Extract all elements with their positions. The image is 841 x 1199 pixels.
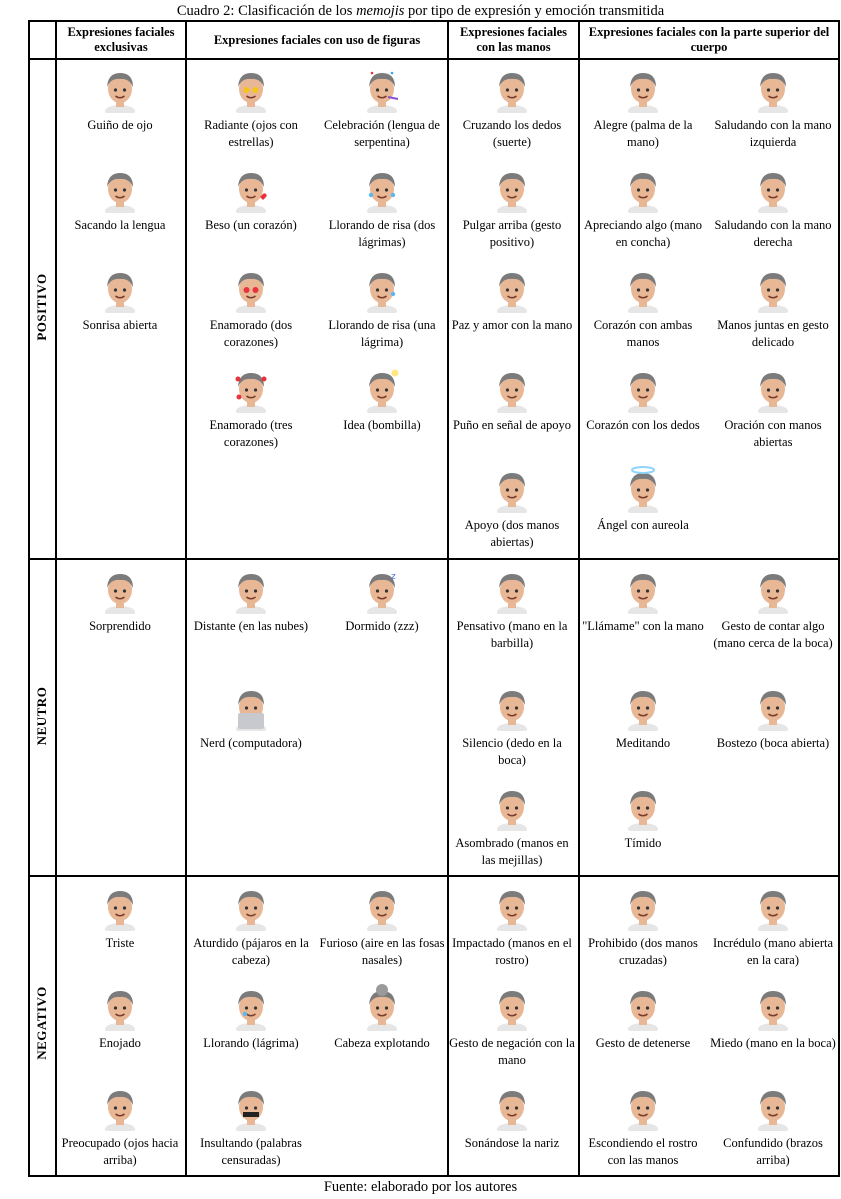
emoji-item [447, 465, 577, 551]
whisper-memoji-icon [749, 566, 797, 614]
emoji-item [447, 683, 577, 769]
emoji-item [578, 265, 708, 351]
fist-memoji-icon [488, 365, 536, 413]
emoji-item [317, 566, 447, 635]
emoji-item [317, 883, 447, 969]
emoji-label: Enamorado (tres corazones) [209, 418, 293, 449]
header-hands: Expresiones faciales con las manos [459, 25, 568, 54]
emoji-item [578, 983, 708, 1052]
crossed-arms-memoji-icon [619, 883, 667, 931]
stop-hand-memoji-icon [619, 983, 667, 1031]
emoji-item [578, 365, 708, 434]
emoji-item [708, 65, 838, 151]
emoji-item [186, 683, 316, 752]
fingers-crossed-memoji-icon [488, 65, 536, 113]
svg-text:z: z [391, 572, 396, 582]
laugh-cry-memoji-icon [358, 165, 406, 213]
emoji-item [55, 566, 185, 635]
emoji-item [708, 983, 838, 1052]
emoji-label: Aturdido (pájaros en la cabeza) [193, 936, 309, 967]
emoji-item [447, 165, 577, 251]
emoji-item [447, 365, 577, 434]
emoji-item [578, 683, 708, 752]
emoji-label: Celebración (lengua de serpentina) [324, 118, 440, 149]
emoji-label: Apreciando algo (mano en concha) [583, 218, 702, 249]
emoji-label: Cabeza explotando [334, 1036, 430, 1050]
shy-memoji-icon [619, 783, 667, 831]
emoji-label: Ángel con aureola [597, 518, 689, 532]
fuming-memoji-icon [358, 883, 406, 931]
yawn-memoji-icon [749, 683, 797, 731]
emoji-item [55, 65, 185, 134]
emoji-label: Beso (un corazón) [205, 218, 297, 232]
emoji-label: Sorprendido [89, 619, 151, 633]
emoji-item [708, 683, 838, 752]
emoji-label: Insultando (palabras censuradas) [200, 1136, 302, 1167]
emoji-label: Nerd (computadora) [200, 736, 302, 750]
emoji-item [578, 1083, 708, 1169]
crying-memoji-icon [227, 983, 275, 1031]
emoji-label: Puño en señal de apoyo [452, 418, 572, 432]
emoji-item [317, 365, 447, 434]
table-caption: Cuadro 2: Clasificación de los memojis por tipo de expresión y emoción transmitida [176, 3, 665, 19]
call-me-memoji-icon [619, 566, 667, 614]
sad-memoji-icon [96, 883, 144, 931]
wave-right-memoji-icon [749, 165, 797, 213]
shush-memoji-icon [488, 683, 536, 731]
emoji-item [708, 566, 838, 652]
emoji-item [186, 1083, 316, 1169]
emoji-item [186, 165, 316, 234]
header-figures: Expresiones faciales con uso de figuras [213, 32, 421, 47]
emoji-label: Cruzando los dedos (suerte) [462, 118, 562, 149]
emoji-item [447, 983, 577, 1069]
meditating-memoji-icon [619, 683, 667, 731]
emoji-item [186, 365, 316, 451]
row-label-positive: POSITIVO [34, 273, 49, 341]
emoji-label: Corazón con los dedos [586, 418, 700, 432]
emoji-item [447, 566, 577, 652]
emoji-label: Preocupado (ojos hacia arriba) [61, 1136, 179, 1167]
emoji-label: Incrédulo (mano abierta en la cara) [712, 936, 834, 967]
emoji-label: Gesto de negación con la mano [449, 1036, 575, 1067]
heart-hands-memoji-icon [619, 265, 667, 313]
emoji-item [447, 883, 577, 969]
hiding-face-memoji-icon [619, 1083, 667, 1131]
emoji-label: Enojado [99, 1036, 141, 1050]
emoji-label: Gesto de contar algo (mano cerca de la boca) [713, 619, 833, 650]
emoji-item [708, 365, 838, 451]
blowing-nose-memoji-icon [488, 1083, 536, 1131]
emoji-label: Confundido (brazos arriba) [723, 1136, 823, 1167]
emoji-label: Bostezo (boca abierta) [716, 736, 830, 750]
laugh-tear-memoji-icon [358, 265, 406, 313]
in-clouds-memoji-icon [227, 566, 275, 614]
emoji-item [447, 1083, 577, 1152]
emoji-item [447, 783, 577, 869]
emoji-label: Saludando con la mano derecha [714, 218, 832, 249]
emoji-item [447, 65, 577, 151]
classification-table [28, 20, 840, 1177]
emoji-label: Sacando la lengua [74, 218, 166, 232]
emoji-item [317, 265, 447, 351]
emoji-label: Oración con manos abiertas [724, 418, 822, 449]
scared-memoji-icon [749, 983, 797, 1031]
cursing-memoji-icon [227, 1083, 275, 1131]
emoji-label: "Llámame" con la mano [582, 619, 704, 633]
emoji-label: Silencio (dedo en la boca) [462, 736, 562, 767]
emoji-item [186, 566, 316, 635]
laptop-memoji-icon [227, 683, 275, 731]
emoji-item [55, 983, 185, 1052]
emoji-label: Sonrisa abierta [82, 318, 158, 332]
thinking-memoji-icon [488, 566, 536, 614]
emoji-label: Triste [105, 936, 135, 950]
emoji-label: Saludando con la mano izquierda [714, 118, 832, 149]
emoji-label: Paz y amor con la mano [451, 318, 573, 332]
emoji-label: Escondiendo el rostro con las manos [588, 1136, 698, 1167]
emoji-label: Dormido (zzz) [345, 619, 419, 633]
halo-memoji-icon [619, 465, 667, 513]
chef-kiss-memoji-icon [619, 165, 667, 213]
emoji-item [578, 65, 708, 151]
emoji-label: Distante (en las nubes) [193, 619, 309, 633]
emoji-label: Alegre (palma de la mano) [593, 118, 693, 149]
finger-heart-memoji-icon [619, 365, 667, 413]
emoji-item [55, 883, 185, 952]
header-exclusive: Expresiones faciales exclusivas [67, 25, 175, 54]
dizzy-birds-memoji-icon [227, 883, 275, 931]
open-smile-memoji-icon [96, 265, 144, 313]
thumbs-down-memoji-icon [488, 983, 536, 1031]
emoji-item [317, 983, 447, 1052]
facepalm-memoji-icon [749, 883, 797, 931]
sleeping-memoji-icon [358, 566, 406, 614]
tongue-out-memoji-icon [96, 165, 144, 213]
emoji-item [578, 465, 708, 534]
emoji-label: Llorando de risa (dos lágrimas) [328, 218, 436, 249]
emoji-label: Guiño de ojo [87, 118, 153, 132]
happy-palm-memoji-icon [619, 65, 667, 113]
emoji-item [55, 265, 185, 334]
row-label-negative: NEGATIVO [34, 986, 49, 1060]
emoji-item [708, 1083, 838, 1169]
table-source: Fuente: elaborado por los autores [323, 1179, 518, 1195]
emoji-item [317, 165, 447, 251]
emoji-item [578, 165, 708, 251]
three-hearts-memoji-icon [227, 365, 275, 413]
emoji-label: Llorando de risa (una lágrima) [328, 318, 436, 349]
exploding-head-memoji-icon [358, 983, 406, 1031]
emoji-label: Apoyo (dos manos abiertas) [464, 518, 560, 549]
party-memoji-icon [358, 65, 406, 113]
emoji-label: Asombrado (manos en las mejillas) [455, 836, 569, 867]
emoji-item [186, 983, 316, 1052]
wink-memoji-icon [96, 65, 144, 113]
emoji-item [708, 265, 838, 351]
shrug-memoji-icon [749, 1083, 797, 1131]
emoji-item [55, 1083, 185, 1169]
shocked-memoji-icon [488, 883, 536, 931]
emoji-label: Llorando (lágrima) [203, 1036, 299, 1050]
praying-memoji-icon [749, 365, 797, 413]
emoji-label: Corazón con ambas manos [593, 318, 693, 349]
emoji-label: Sonándose la nariz [464, 1136, 560, 1150]
heart-eyes-memoji-icon [227, 265, 275, 313]
hands-together-memoji-icon [749, 265, 797, 313]
emoji-item [708, 165, 838, 251]
astonished-memoji-icon [488, 783, 536, 831]
emoji-item [447, 265, 577, 334]
emoji-item [578, 566, 708, 635]
emoji-label: Tímido [624, 836, 662, 850]
emoji-label: Gesto de detenerse [595, 1036, 691, 1050]
lightbulb-memoji-icon [358, 365, 406, 413]
emoji-label: Enamorado (dos corazones) [209, 318, 293, 349]
row-label-neutral: NEUTRO [34, 686, 49, 746]
emoji-item [317, 65, 447, 151]
emoji-item [708, 883, 838, 969]
emoji-label: Miedo (mano en la boca) [710, 1036, 836, 1050]
open-hands-memoji-icon [488, 465, 536, 513]
thumbs-up-memoji-icon [488, 165, 536, 213]
emoji-item [578, 783, 708, 852]
star-eyes-memoji-icon [227, 65, 275, 113]
header-upper-body: Expresiones faciales con la parte superior del cuerpo [588, 25, 830, 54]
emoji-label: Meditando [615, 736, 671, 750]
kiss-heart-memoji-icon [227, 165, 275, 213]
emoji-item [186, 883, 316, 969]
emoji-label: Manos juntas en gesto delicado [717, 318, 829, 349]
emoji-label: Prohibido (dos manos cruzadas) [588, 936, 698, 967]
emoji-label: Radiante (ojos con estrellas) [204, 118, 298, 149]
wave-left-memoji-icon [749, 65, 797, 113]
emoji-label: Impactado (manos en el rostro) [452, 936, 572, 967]
emoji-item [578, 883, 708, 969]
emoji-label: Idea (bombilla) [343, 418, 421, 432]
emoji-label: Furioso (aire en las fosas nasales) [319, 936, 445, 967]
emoji-item [186, 265, 316, 351]
emoji-label: Pensativo (mano en la barbilla) [456, 619, 568, 650]
emoji-item [55, 165, 185, 234]
angry-memoji-icon [96, 983, 144, 1031]
emoji-label: Pulgar arriba (gesto positivo) [462, 218, 562, 249]
worried-memoji-icon [96, 1083, 144, 1131]
surprised-memoji-icon [96, 566, 144, 614]
peace-sign-memoji-icon [488, 265, 536, 313]
emoji-item [186, 65, 316, 151]
